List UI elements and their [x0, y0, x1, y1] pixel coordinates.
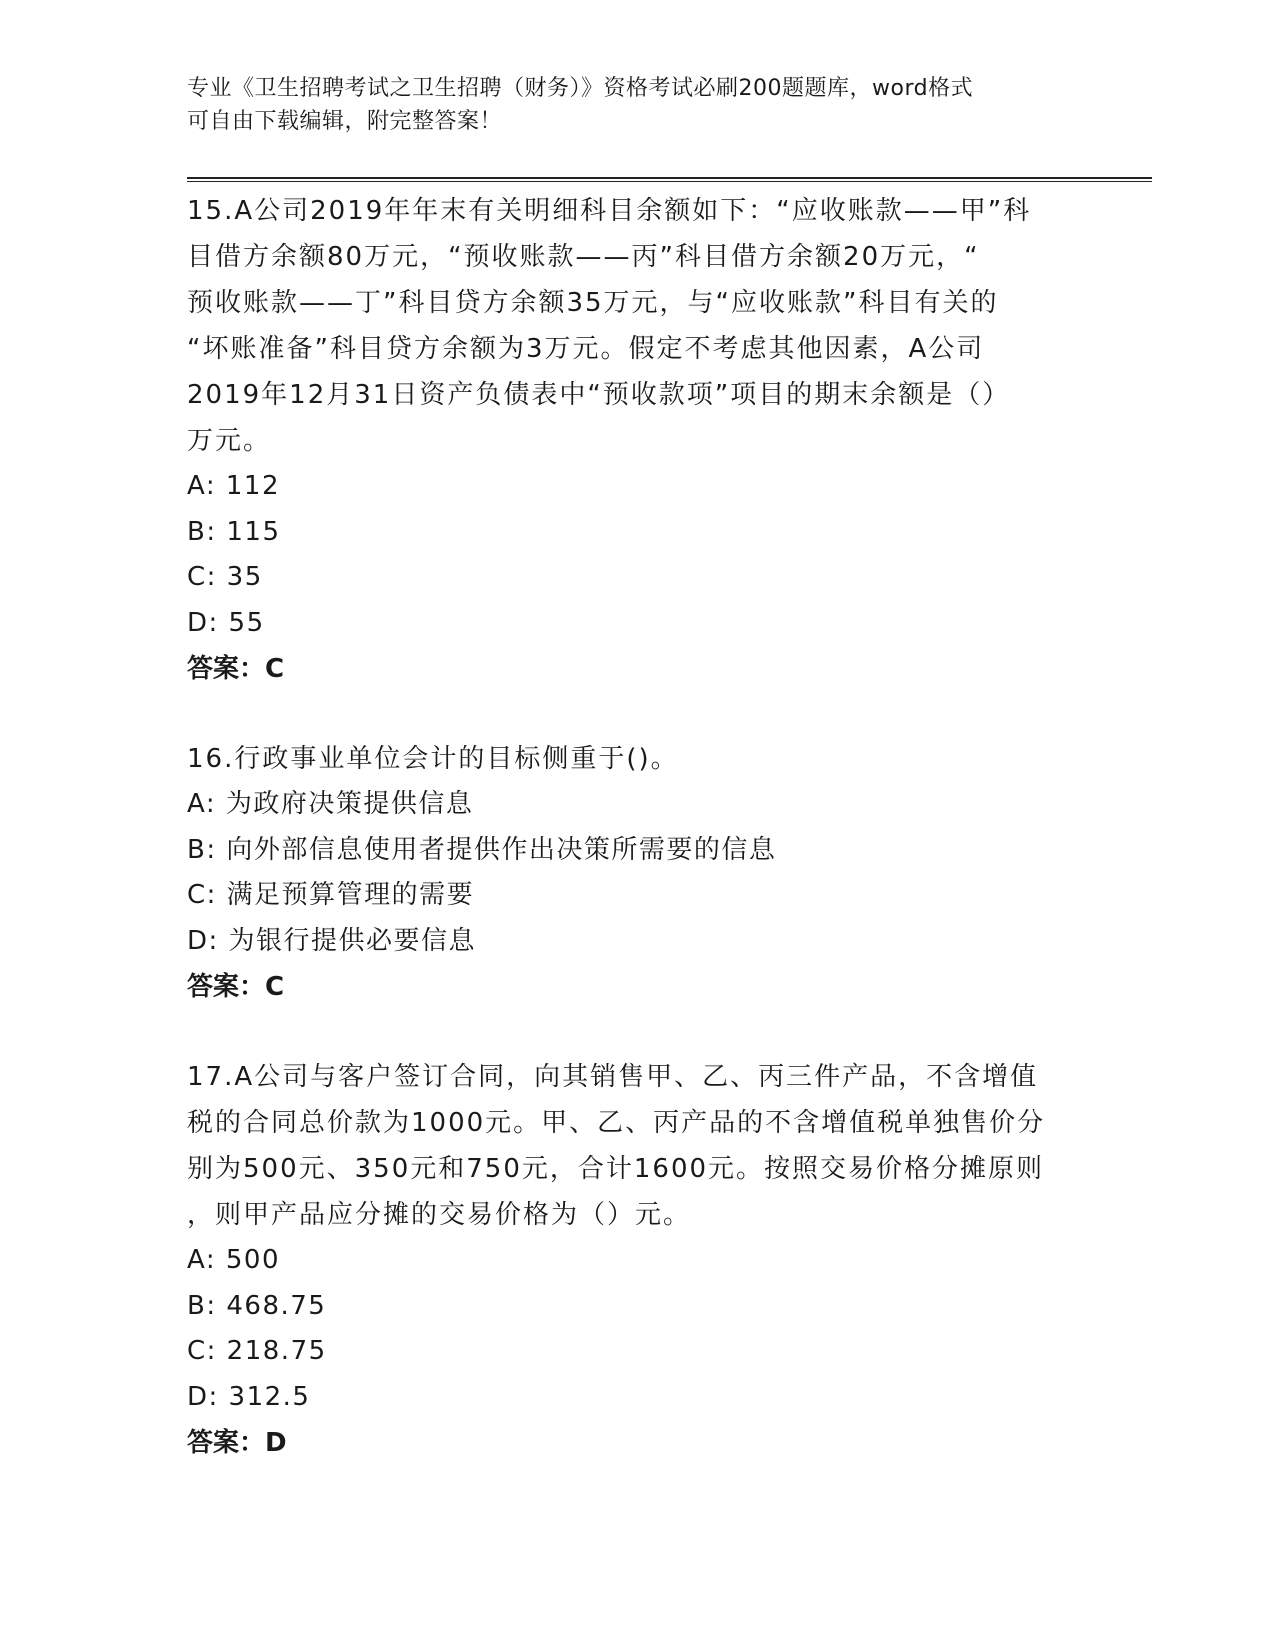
- option-a: A: 500: [187, 1245, 280, 1275]
- option-d: D: 55: [187, 607, 265, 638]
- option-b: B: 向外部信息使用者提供作出决策所需要的信息: [187, 834, 777, 865]
- header-divider: [187, 177, 1152, 182]
- question-15: [187, 188, 1107, 692]
- header-line-2: 可自由下载编辑，附完整答案！: [187, 109, 503, 134]
- question-stem-line: 15.A公司2019年年末有关明细科目余额如下：“应收账款——甲”科: [187, 196, 1032, 226]
- question-stem-line: 税的合同总价款为1000元。甲、乙、丙产品的不含增值税单独售价分: [187, 1108, 1046, 1138]
- option-b: B: 468.75: [187, 1290, 327, 1321]
- question-stem-line: 别为500元、350元和750元，合计1600元。按照交易价格分摊原则: [187, 1154, 1045, 1184]
- answer: 答案：D: [187, 1428, 287, 1458]
- header-line-1: 专业《卫生招聘考试之卫生招聘（财务）》资格考试必刷200题题库，word格式: [187, 76, 974, 101]
- option-d: D: 为银行提供必要信息: [187, 925, 477, 956]
- question-stem-line: 万元。: [187, 426, 272, 456]
- question-stem-line: ，则甲产品应分摊的交易价格为（）元。: [187, 1200, 692, 1230]
- question-stem-line: “坏账准备”科目贷方余额为3万元。假定不考虑其他因素，A公司: [187, 334, 985, 364]
- question-stem-line: 17.A公司与客户签订合同，向其销售甲、乙、丙三件产品，不含增值: [187, 1062, 1039, 1092]
- option-b: B: 115: [187, 516, 281, 547]
- question-17: [187, 1054, 1107, 1466]
- question-16: [187, 736, 1107, 1010]
- option-a: A: 112: [187, 471, 280, 501]
- option-a: A: 为政府决策提供信息: [187, 789, 474, 819]
- question-list: [187, 188, 1107, 1510]
- answer: 答案：C: [187, 972, 285, 1002]
- answer: 答案：C: [187, 654, 285, 684]
- option-c: C: 满足预算管理的需要: [187, 880, 475, 910]
- question-stem-line: 2019年12月31日资产负债表中“预收款项”项目的期末余额是（）: [187, 380, 1011, 410]
- option-c: C: 35: [187, 562, 263, 592]
- page-header: [187, 72, 1087, 138]
- question-stem-line: 目借方余额80万元，“预收账款——丙”科目借方余额20万元，“: [187, 242, 980, 272]
- question-stem-line: 16.行政事业单位会计的目标侧重于()。: [187, 744, 679, 774]
- question-stem-line: 预收账款——丁”科目贷方余额35万元，与“应收账款”科目有关的: [187, 288, 999, 318]
- option-c: C: 218.75: [187, 1336, 327, 1366]
- option-d: D: 312.5: [187, 1381, 311, 1412]
